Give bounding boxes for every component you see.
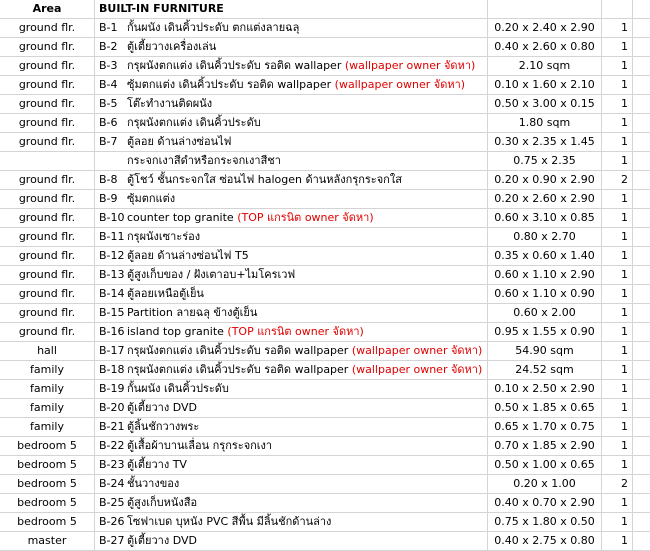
qty-cell[interactable] — [602, 532, 633, 551]
qty-value: 1 — [621, 230, 628, 243]
extra-cell[interactable] — [633, 418, 650, 437]
table-row — [0, 494, 650, 513]
item-description: กรุผนังตกแต่ง เดินคิ้วประดับ — [127, 116, 261, 129]
qty-value: 1 — [621, 135, 628, 148]
description-cell[interactable] — [95, 456, 488, 475]
item-description: ชั้นวางของ — [127, 477, 180, 490]
item-code: B-21 — [99, 420, 125, 433]
item-code: B-1 — [99, 21, 118, 34]
table-row — [0, 285, 650, 304]
item-code: B-7 — [99, 135, 118, 148]
qty-value: 1 — [621, 439, 628, 452]
size-cell[interactable]: 0.60 x 3.10 x 0.85 — [488, 209, 602, 228]
area-cell[interactable]: ground flr. — [0, 114, 95, 133]
size-cell[interactable]: 24.52 sqm — [488, 361, 602, 380]
item-description: ตู้ลิ้นชักวางพระ — [127, 420, 200, 433]
table-row — [0, 57, 650, 76]
description-cell[interactable] — [95, 171, 488, 190]
area-cell[interactable]: ground flr. — [0, 209, 95, 228]
area-cell[interactable]: bedroom 5 — [0, 456, 95, 475]
item-code: B-8 — [99, 173, 118, 186]
description-cell[interactable] — [95, 437, 488, 456]
header-area[interactable]: Area — [0, 0, 95, 19]
qty-cell[interactable] — [602, 247, 633, 266]
qty-value: 2 — [621, 477, 628, 490]
description-cell[interactable] — [95, 399, 488, 418]
area-cell[interactable]: ground flr. — [0, 190, 95, 209]
table-row — [0, 171, 650, 190]
size-cell[interactable]: 0.60 x 1.10 x 0.90 — [488, 285, 602, 304]
item-code: B-9 — [99, 192, 118, 205]
area-cell[interactable]: master — [0, 532, 95, 551]
size-cell[interactable]: 0.40 x 2.60 x 0.80 — [488, 38, 602, 57]
item-code: B-6 — [99, 116, 118, 129]
item-code: B-19 — [99, 382, 125, 395]
item-description: ตู้ลอย ด้านล่างซ่อนไฟ — [127, 135, 232, 148]
extra-cell[interactable] — [633, 342, 650, 361]
item-description: กั้นผนัง เดินคิ้วประดับ ตกแต่งลายฉลุ — [127, 21, 300, 34]
size-cell[interactable]: 0.30 x 2.35 x 1.45 — [488, 133, 602, 152]
item-code: B-4 — [99, 78, 118, 91]
size-cell[interactable]: 0.40 x 2.75 x 0.80 — [488, 532, 602, 551]
item-code: B-3 — [99, 59, 118, 72]
area-cell[interactable]: ground flr. — [0, 228, 95, 247]
qty-value: 1 — [621, 534, 628, 547]
size-cell[interactable]: 0.60 x 2.00 — [488, 304, 602, 323]
size-cell[interactable]: 0.70 x 1.85 x 2.90 — [488, 437, 602, 456]
header-row — [0, 0, 650, 19]
size-cell[interactable]: 0.20 x 0.90 x 2.90 — [488, 171, 602, 190]
size-cell[interactable]: 0.10 x 2.50 x 2.90 — [488, 380, 602, 399]
header-qty[interactable] — [602, 0, 633, 19]
extra-cell[interactable] — [633, 361, 650, 380]
qty-cell[interactable] — [602, 209, 633, 228]
table-row — [0, 456, 650, 475]
size-cell[interactable]: 1.80 sqm — [488, 114, 602, 133]
item-description: กรุผนังตกแต่ง เดินคิ้วประดับ รอติด wallpaper — [127, 344, 349, 357]
extra-cell[interactable] — [633, 152, 650, 171]
size-cell[interactable]: 0.95 x 1.55 x 0.90 — [488, 323, 602, 342]
size-cell[interactable]: 0.65 x 1.70 x 0.75 — [488, 418, 602, 437]
table-row — [0, 19, 650, 38]
qty-value: 1 — [621, 325, 628, 338]
item-code: B-12 — [99, 249, 125, 262]
item-code: B-24 — [99, 477, 125, 490]
description-cell[interactable] — [95, 323, 488, 342]
item-code: B-18 — [99, 363, 125, 376]
item-code: B-11 — [99, 230, 125, 243]
area-cell[interactable]: ground flr. — [0, 95, 95, 114]
item-description: island top granite — [127, 325, 224, 338]
qty-value: 1 — [621, 249, 628, 262]
table-row — [0, 399, 650, 418]
item-code: B-15 — [99, 306, 125, 319]
qty-cell[interactable] — [602, 475, 633, 494]
qty-value: 1 — [621, 515, 628, 528]
qty-cell[interactable] — [602, 513, 633, 532]
qty-cell[interactable] — [602, 437, 633, 456]
size-cell[interactable]: 0.20 x 1.00 — [488, 475, 602, 494]
item-code: B-27 — [99, 534, 125, 547]
item-code: B-13 — [99, 268, 125, 281]
qty-cell[interactable] — [602, 171, 633, 190]
description-cell[interactable] — [95, 475, 488, 494]
qty-value: 1 — [621, 458, 628, 471]
item-code: B-16 — [99, 325, 125, 338]
qty-value: 1 — [621, 21, 628, 34]
table-row — [0, 437, 650, 456]
item-description: ตู้เตี้ยวาง TV — [127, 458, 187, 471]
qty-value: 1 — [621, 268, 628, 281]
area-cell[interactable]: ground flr. — [0, 304, 95, 323]
item-code: B-17 — [99, 344, 125, 357]
description-cell[interactable] — [95, 133, 488, 152]
size-cell[interactable]: 54.90 sqm — [488, 342, 602, 361]
size-cell[interactable]: 0.75 x 1.80 x 0.50 — [488, 513, 602, 532]
area-cell[interactable]: bedroom 5 — [0, 475, 95, 494]
table-row — [0, 380, 650, 399]
qty-value: 1 — [621, 344, 628, 357]
description-cell[interactable] — [95, 342, 488, 361]
extra-cell[interactable] — [633, 209, 650, 228]
qty-value: 1 — [621, 154, 628, 167]
qty-value: 1 — [621, 97, 628, 110]
qty-cell[interactable] — [602, 19, 633, 38]
table-row — [0, 114, 650, 133]
qty-cell[interactable] — [602, 342, 633, 361]
extra-cell[interactable] — [633, 380, 650, 399]
item-description: กระจกเงาสีดำหรือกระจกเงาสีชา — [127, 154, 281, 167]
area-cell[interactable]: ground flr. — [0, 171, 95, 190]
item-description: ตู้เสื้อผ้าบานเลื่อน กรุกระจกเงา — [127, 439, 273, 452]
description-cell[interactable] — [95, 95, 488, 114]
extra-cell[interactable] — [633, 304, 650, 323]
qty-cell[interactable] — [602, 114, 633, 133]
description-cell[interactable] — [95, 209, 488, 228]
item-description: กั้นผนัง เดินคิ้วประดับ — [127, 382, 229, 395]
description-cell[interactable] — [95, 76, 488, 95]
description-cell[interactable] — [95, 38, 488, 57]
item-description: ตู้โชว์ ชั้นกระจกใส ซ่อนไฟ halogen ด้านหลังกรุกระจกใส — [127, 173, 402, 186]
qty-cell[interactable] — [602, 266, 633, 285]
size-cell[interactable]: 0.50 x 1.85 x 0.65 — [488, 399, 602, 418]
qty-value: 1 — [621, 192, 628, 205]
table-row — [0, 38, 650, 57]
header-extra[interactable] — [633, 0, 650, 19]
area-cell[interactable]: ground flr. — [0, 57, 95, 76]
extra-cell[interactable] — [633, 228, 650, 247]
item-code: B-5 — [99, 97, 118, 110]
table-row — [0, 323, 650, 342]
item-description: counter top granite — [127, 211, 234, 224]
qty-cell[interactable] — [602, 361, 633, 380]
item-code: B-26 — [99, 515, 125, 528]
size-cell[interactable]: 0.50 x 1.00 x 0.65 — [488, 456, 602, 475]
extra-cell[interactable] — [633, 190, 650, 209]
item-description: ตู้ลอยเหนือตู้เย็น — [127, 287, 204, 300]
description-cell[interactable] — [95, 513, 488, 532]
extra-cell[interactable] — [633, 171, 650, 190]
extra-cell[interactable] — [633, 38, 650, 57]
item-description: ซุ้มตกแต่ง — [127, 192, 176, 205]
qty-value: 1 — [621, 382, 628, 395]
table-row — [0, 513, 650, 532]
qty-cell[interactable] — [602, 323, 633, 342]
item-description: กรุผนังเซาะร่อง — [127, 230, 201, 243]
description-cell[interactable] — [95, 152, 488, 171]
qty-value: 1 — [621, 306, 628, 319]
item-description: Partition ลายฉลุ ข้างตู้เย็น — [127, 306, 258, 319]
extra-cell[interactable] — [633, 57, 650, 76]
qty-cell[interactable] — [602, 38, 633, 57]
description-cell[interactable] — [95, 247, 488, 266]
extra-cell[interactable] — [633, 399, 650, 418]
table-row — [0, 76, 650, 95]
size-cell[interactable]: 0.35 x 0.60 x 1.40 — [488, 247, 602, 266]
qty-cell[interactable] — [602, 57, 633, 76]
extra-cell[interactable] — [633, 323, 650, 342]
table-row — [0, 475, 650, 494]
table-row — [0, 133, 650, 152]
qty-cell[interactable] — [602, 456, 633, 475]
description-cell[interactable] — [95, 494, 488, 513]
qty-value: 2 — [621, 173, 628, 186]
area-cell[interactable]: bedroom 5 — [0, 494, 95, 513]
description-cell[interactable] — [95, 285, 488, 304]
area-cell[interactable]: ground flr. — [0, 247, 95, 266]
extra-cell[interactable] — [633, 475, 650, 494]
extra-cell[interactable] — [633, 133, 650, 152]
size-cell[interactable]: 0.20 x 2.60 x 2.90 — [488, 190, 602, 209]
qty-value: 1 — [621, 401, 628, 414]
item-description: โต๊ะทำงานติดผนัง — [127, 97, 213, 110]
item-description: ซุ้มตกแต่ง เดินคิ้วประดับ รอติด wallpaper — [127, 78, 332, 91]
table-row — [0, 342, 650, 361]
size-cell[interactable]: 0.50 x 3.00 x 0.15 — [488, 95, 602, 114]
item-description: ตู้ลอย ด้านล่างซ่อนไฟ T5 — [127, 249, 249, 262]
description-cell[interactable] — [95, 532, 488, 551]
qty-value: 1 — [621, 496, 628, 509]
item-code: B-10 — [99, 211, 125, 224]
qty-value: 1 — [621, 78, 628, 91]
qty-cell[interactable] — [602, 228, 633, 247]
description-cell[interactable] — [95, 19, 488, 38]
table-row — [0, 152, 650, 171]
qty-cell[interactable] — [602, 190, 633, 209]
table-row — [0, 247, 650, 266]
extra-cell[interactable] — [633, 247, 650, 266]
description-cell[interactable] — [95, 418, 488, 437]
item-note: (TOP แกรนิต owner จัดหา) — [237, 211, 374, 224]
table-row — [0, 95, 650, 114]
qty-value: 1 — [621, 363, 628, 376]
header-size[interactable] — [488, 0, 602, 19]
item-description: กรุผนังตกแต่ง เดินคิ้วประดับ รอติด wallaper — [127, 59, 342, 72]
table-row — [0, 228, 650, 247]
qty-cell[interactable] — [602, 76, 633, 95]
table-row — [0, 266, 650, 285]
qty-value: 1 — [621, 40, 628, 53]
extra-cell[interactable] — [633, 95, 650, 114]
item-note: (wallpaper owner จัดหา) — [334, 78, 466, 91]
table-row — [0, 418, 650, 437]
size-cell[interactable]: 0.75 x 2.35 — [488, 152, 602, 171]
qty-cell[interactable] — [602, 133, 633, 152]
extra-cell[interactable] — [633, 494, 650, 513]
size-cell[interactable]: 0.60 x 1.10 x 2.90 — [488, 266, 602, 285]
extra-cell[interactable] — [633, 76, 650, 95]
item-code: B-25 — [99, 496, 125, 509]
description-cell[interactable] — [95, 190, 488, 209]
qty-cell[interactable] — [602, 304, 633, 323]
extra-cell[interactable] — [633, 437, 650, 456]
item-note: (wallpaper owner จัดหา) — [344, 59, 476, 72]
extra-cell[interactable] — [633, 266, 650, 285]
area-cell[interactable]: ground flr. — [0, 266, 95, 285]
table-row — [0, 532, 650, 551]
qty-cell[interactable] — [602, 152, 633, 171]
extra-cell[interactable] — [633, 456, 650, 475]
area-cell[interactable]: family — [0, 380, 95, 399]
extra-cell[interactable] — [633, 114, 650, 133]
qty-value: 1 — [621, 116, 628, 129]
area-cell[interactable]: bedroom 5 — [0, 513, 95, 532]
item-description: ตู้สูงเก็บหนังสือ — [127, 496, 198, 509]
extra-cell[interactable] — [633, 513, 650, 532]
item-code: B-23 — [99, 458, 125, 471]
description-cell[interactable] — [95, 228, 488, 247]
extra-cell[interactable] — [633, 19, 650, 38]
qty-value: 1 — [621, 287, 628, 300]
qty-cell[interactable] — [602, 399, 633, 418]
item-note: (wallpaper owner จัดหา) — [351, 363, 483, 376]
header-section-text: BUILT-IN FURNITURE — [99, 2, 224, 15]
area-cell[interactable]: ground flr. — [0, 133, 95, 152]
size-cell[interactable]: 0.80 x 2.70 — [488, 228, 602, 247]
area-cell[interactable]: bedroom 5 — [0, 437, 95, 456]
size-cell[interactable]: 0.10 x 1.60 x 2.10 — [488, 76, 602, 95]
area-cell[interactable]: family — [0, 399, 95, 418]
qty-cell[interactable] — [602, 285, 633, 304]
item-code: B-22 — [99, 439, 125, 452]
item-note: (wallpaper owner จัดหา) — [351, 344, 483, 357]
qty-value: 1 — [621, 59, 628, 72]
item-description: ตู้สูงเก็บของ / ฝังเตาอบ+ไมโครเวฟ — [127, 268, 296, 281]
item-description: ตู้เตี้ยวาง DVD — [127, 534, 197, 547]
area-cell[interactable]: ground flr. — [0, 38, 95, 57]
qty-value: 1 — [621, 420, 628, 433]
description-cell[interactable] — [95, 380, 488, 399]
item-description: โซฟาเบด บุหนัง PVC สีพื้น มีลิ้นชักด้านล่าง — [127, 515, 332, 528]
qty-cell[interactable] — [602, 494, 633, 513]
area-cell[interactable]: ground flr. — [0, 19, 95, 38]
size-cell[interactable]: 0.40 x 0.70 x 2.90 — [488, 494, 602, 513]
qty-cell[interactable] — [602, 418, 633, 437]
item-code: B-20 — [99, 401, 125, 414]
area-cell[interactable]: ground flr. — [0, 285, 95, 304]
extra-cell[interactable] — [633, 532, 650, 551]
area-cell[interactable]: family — [0, 418, 95, 437]
table-row — [0, 304, 650, 323]
area-cell[interactable] — [0, 152, 95, 171]
size-cell[interactable]: 0.20 x 2.40 x 2.90 — [488, 19, 602, 38]
qty-cell[interactable] — [602, 95, 633, 114]
area-cell[interactable]: ground flr. — [0, 76, 95, 95]
table-row — [0, 361, 650, 380]
extra-cell[interactable] — [633, 285, 650, 304]
item-description: ตู้เตี้ยวางเครื่องเล่น — [127, 40, 217, 53]
qty-value: 1 — [621, 211, 628, 224]
area-cell[interactable]: family — [0, 361, 95, 380]
area-cell[interactable]: hall — [0, 342, 95, 361]
item-code: B-2 — [99, 40, 118, 53]
item-note: (TOP แกรนิต owner จัดหา) — [227, 325, 364, 338]
description-cell[interactable] — [95, 361, 488, 380]
table-row — [0, 190, 650, 209]
item-code: B-14 — [99, 287, 125, 300]
area-cell[interactable]: ground flr. — [0, 323, 95, 342]
description-cell[interactable] — [95, 57, 488, 76]
item-description: กรุผนังตกแต่ง เดินคิ้วประดับ รอติด wallpaper — [127, 363, 349, 376]
description-cell[interactable] — [95, 266, 488, 285]
qty-cell[interactable] — [602, 380, 633, 399]
size-cell[interactable]: 2.10 sqm — [488, 57, 602, 76]
table-row — [0, 209, 650, 228]
description-cell[interactable] — [95, 304, 488, 323]
item-description: ตู้เตี้ยวาง DVD — [127, 401, 197, 414]
description-cell[interactable] — [95, 114, 488, 133]
header-section[interactable] — [95, 0, 488, 19]
